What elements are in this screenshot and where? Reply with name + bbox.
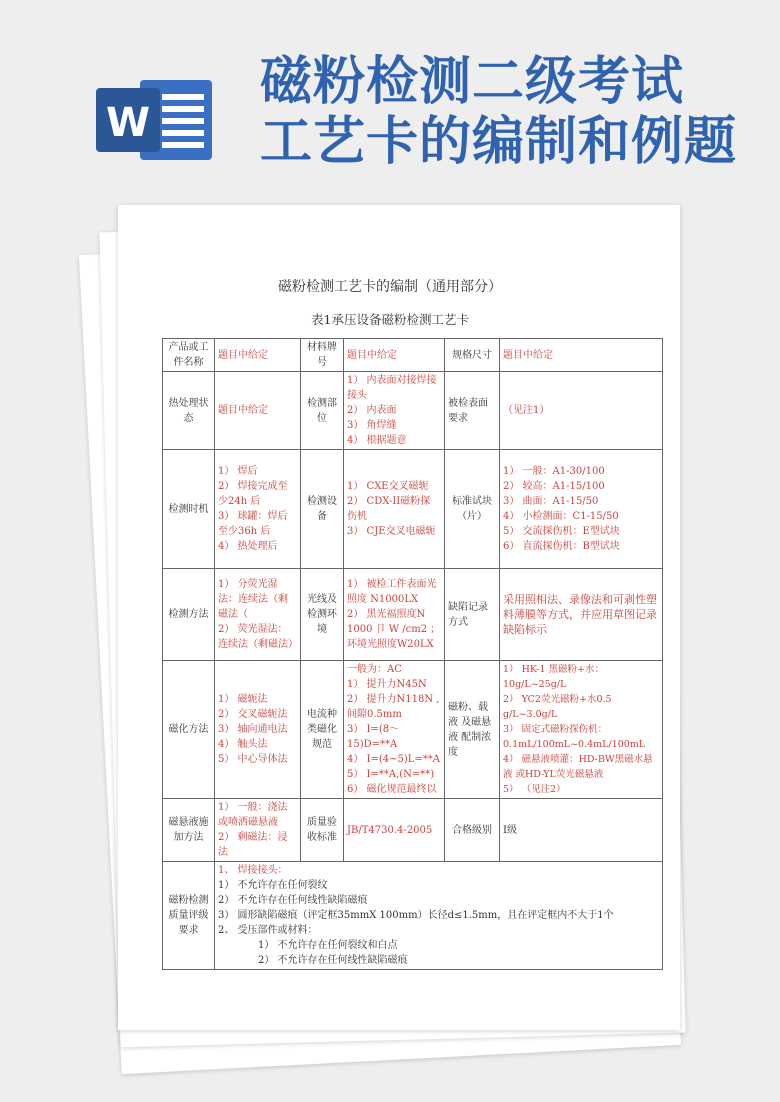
table-row bbox=[163, 569, 663, 661]
list-item: 2） 不允许存在任何线性缺陷磁痕 bbox=[258, 955, 408, 966]
value-cell bbox=[500, 450, 663, 569]
list-item: 1） 磁轭法 bbox=[218, 694, 268, 705]
label-cell: 磁悬液施加方法 bbox=[163, 799, 215, 862]
value-cell: 采用照相法、录像法和可剥性塑料薄膜等方式，并应用草图记录缺陷标示 bbox=[500, 569, 663, 661]
list-item: 5） 中心导体法 bbox=[218, 754, 288, 765]
list-item: 2） 剩磁法：浸法 bbox=[218, 832, 288, 858]
list-item: 1） 分荧光湿法：连续法（剩磁法（ bbox=[218, 579, 288, 620]
list-item: 4） I=(4~5)L=**A bbox=[347, 754, 441, 765]
table-row bbox=[163, 339, 663, 372]
table-title: 表1承压设备磁粉检测工艺卡 bbox=[311, 312, 469, 327]
table-row bbox=[163, 799, 663, 862]
label-cell: 磁粉、载液 及磁悬液 配制浓度 bbox=[445, 661, 500, 799]
list-item: 2） 提升力N118N ,间隙0.5mm bbox=[347, 694, 440, 720]
label-cell: 规格尺寸 bbox=[445, 339, 500, 372]
list-item: 3） 固定式磁粉探伤机： bbox=[503, 724, 608, 735]
list-item: 3） 圆形缺陷磁痕（评定框35mmX 100mm）长径d≤1.5mm，且在评定框内不大于1个 bbox=[218, 910, 614, 921]
list-item: 3） I=(8～15)D=**A bbox=[347, 724, 400, 750]
label-cell: 产品或工件名称 bbox=[163, 339, 215, 372]
value-cell bbox=[215, 799, 301, 862]
list-item: 3） 角焊缝 bbox=[347, 420, 397, 431]
value-cell bbox=[215, 450, 301, 569]
table-row bbox=[163, 372, 663, 450]
list-item: 4） 触头法 bbox=[218, 739, 268, 750]
list-item: 4） 热处理后 bbox=[218, 541, 278, 552]
label-cell: 材料牌号 bbox=[301, 339, 344, 372]
value-cell: 题目中给定 bbox=[500, 339, 663, 372]
value-cell: 题目中给定 bbox=[344, 339, 445, 372]
list-item: 1） 一般：A1-30/100 bbox=[503, 466, 605, 477]
value-cell bbox=[215, 661, 301, 799]
svg-text:W: W bbox=[105, 100, 151, 146]
list-item: 4） 根据题意 bbox=[347, 435, 407, 446]
table-row bbox=[163, 450, 663, 569]
value-cell bbox=[344, 661, 445, 799]
value-cell: I级 bbox=[500, 799, 663, 862]
list-item: 1） 一般：浇法或喷洒磁悬液 bbox=[218, 802, 288, 828]
title-line-1: 磁粉检测二级考试 bbox=[260, 52, 685, 112]
word-icon bbox=[96, 74, 214, 166]
table-row bbox=[163, 862, 663, 970]
list-item: 1） 不允许存在任何裂纹和白点 bbox=[258, 940, 398, 951]
value-cell: 题目中给定 bbox=[215, 339, 301, 372]
list-item: 3） 球罐：焊后至少36h 后 bbox=[218, 511, 288, 537]
label-cell: 质量验收标准 bbox=[301, 799, 344, 862]
list-item: 4） 小检测面：C1-15/50 bbox=[503, 511, 619, 522]
label-cell: 缺陷记录方式 bbox=[445, 569, 500, 661]
value-cell bbox=[344, 450, 445, 569]
list-item: 5） （见注2） bbox=[503, 784, 566, 795]
list-item: 6） 磁化规范最终以 bbox=[347, 784, 437, 795]
list-item: 1、 焊接接头： bbox=[218, 865, 288, 876]
list-item: 5） 交流探伤机：E型试块 bbox=[503, 526, 620, 537]
label-cell: 合格级别 bbox=[445, 799, 500, 862]
list-item: 1） HK-1 黑磁粉+水：10g/L~25g/L bbox=[503, 664, 604, 690]
list-item: 2） 荧光湿法：连续法（剩磁法） bbox=[218, 624, 298, 650]
value-cell: JB/T4730.4-2005 bbox=[344, 799, 445, 862]
list-item: 2） 较高：A1-15/100 bbox=[503, 481, 605, 492]
table-row bbox=[163, 661, 663, 799]
process-card-table bbox=[162, 338, 663, 970]
list-item: 6） 直流探伤机：B型试块 bbox=[503, 541, 620, 552]
value-cell bbox=[344, 569, 445, 661]
label-cell: 磁粉检测质量评级要求 bbox=[163, 862, 215, 970]
label-cell: 被检表面要求 bbox=[445, 372, 500, 450]
value-cell: （见注1） bbox=[500, 372, 663, 450]
list-item: 3） 曲面：A1-15/50 bbox=[503, 496, 599, 507]
list-item: 0.1mL/100mL~0.4mL/100mL bbox=[503, 739, 646, 750]
list-item: 一般为：AC bbox=[347, 664, 402, 675]
list-item: 3） CJE交叉电磁轭 bbox=[347, 526, 436, 537]
list-item: 1） 提升力N45N bbox=[347, 679, 427, 690]
label-cell: 检测时机 bbox=[163, 450, 215, 569]
label-cell: 检测设备 bbox=[301, 450, 344, 569]
list-item: 1） CXE交叉磁轭 bbox=[347, 481, 429, 492]
label-cell: 光线及检测环境 bbox=[301, 569, 344, 661]
value-cell bbox=[215, 569, 301, 661]
list-item: 1） 内表面对接焊接接头 bbox=[347, 375, 437, 401]
title-line-2: 工艺卡的编制和例题 bbox=[260, 112, 738, 172]
value-cell: 题目中给定 bbox=[215, 372, 301, 450]
list-item: 2） CDX-II磁粉探 伤机 bbox=[347, 496, 431, 522]
list-item: 2、 受压部件或材料： bbox=[218, 925, 318, 936]
label-cell: 检测部位 bbox=[301, 372, 344, 450]
list-item: 2） 内表面 bbox=[347, 405, 397, 416]
list-item: 4） 磁悬液喷灌：HD-BW黑磁水悬液 或HD-YL荧光磁悬液 bbox=[503, 754, 653, 780]
value-cell bbox=[500, 661, 663, 799]
label-cell: 电流种类磁化规范 bbox=[301, 661, 344, 799]
list-item: 2） YC2荧光磁粉+水0.5 g/L~3.0g/L bbox=[503, 694, 612, 720]
list-item: 2） 交叉磁轭法 bbox=[218, 709, 288, 720]
label-cell: 热处理状态 bbox=[163, 372, 215, 450]
list-item: 1） 不允许存在任何裂纹 bbox=[218, 880, 328, 891]
list-item: 2） 黑光福照度N 1000 卩 W /cm2 ；环境光照度W20LX bbox=[347, 609, 441, 650]
list-item: 3） 轴向通电法 bbox=[218, 724, 288, 735]
label-cell: 检测方法 bbox=[163, 569, 215, 661]
list-item: 1） 被检工件表面光照度 N1000LX bbox=[347, 579, 437, 605]
label-cell: 标准试块（片） bbox=[445, 450, 500, 569]
value-cell bbox=[344, 372, 445, 450]
list-item: 1） 焊后 bbox=[218, 466, 258, 477]
document-title: 磁粉检测工艺卡的编制（通用部分） bbox=[278, 279, 502, 295]
list-item: 2） 焊接完成至少24h 后 bbox=[218, 481, 288, 507]
list-item: 2） 不允许存在任何线性缺陷磁痕 bbox=[218, 895, 368, 906]
list-item: 5） I=**A,(N=**) bbox=[347, 769, 435, 780]
page-title bbox=[260, 52, 737, 172]
value-cell bbox=[215, 862, 663, 970]
label-cell: 磁化方法 bbox=[163, 661, 215, 799]
